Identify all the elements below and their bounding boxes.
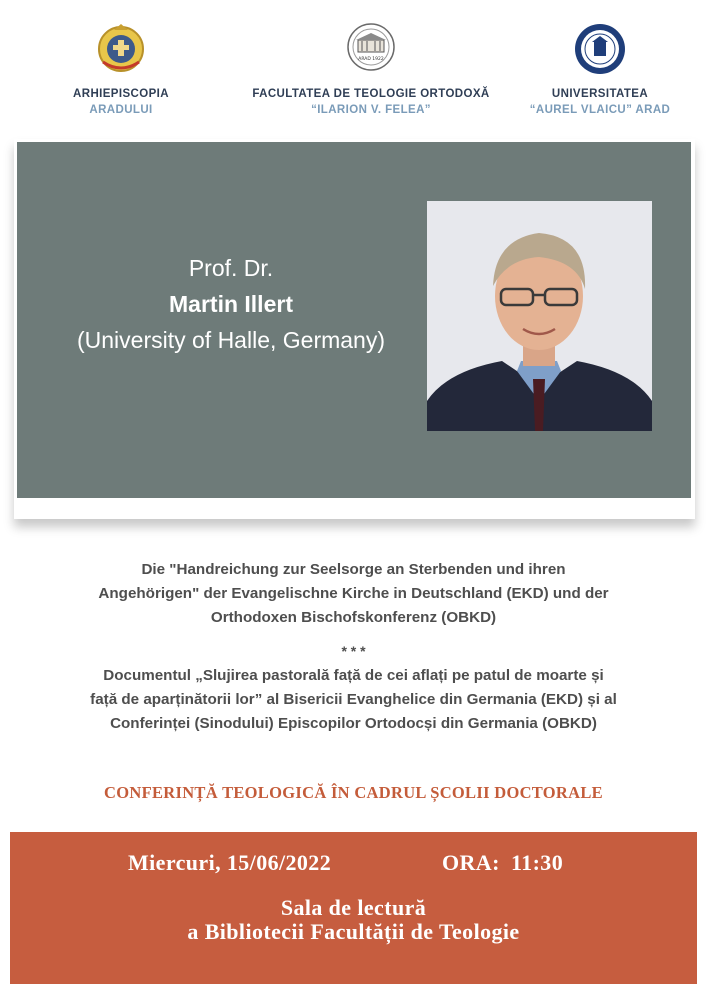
institutions-header xyxy=(0,0,707,130)
event-date: Miercuri, 15/06/2022 xyxy=(128,850,332,875)
abstract-romanian-line: Documentul „Slujirea pastorală față de cei aflați pe patul de moarte și xyxy=(103,667,604,684)
speaker-photo xyxy=(427,201,652,431)
abstract-german-line: Angehörigen" der Evangelischne Kirche in Deutschland (EKD) und der xyxy=(98,585,609,602)
abstract-romanian-line: Conferinței (Sinodului) Episcopilor Ortodocși din Germania (OBKD) xyxy=(110,715,597,732)
event-location-line2: a Bibliotecii Facultății de Teologie xyxy=(187,919,520,944)
portrait-photo-icon xyxy=(427,201,652,431)
institution-subname: ARADULUI xyxy=(89,104,153,116)
separator: * * * xyxy=(341,643,366,659)
institution-subname: “ILARION V. FELEA” xyxy=(311,104,431,116)
abstract-german xyxy=(20,558,687,630)
event-time: 11:30 xyxy=(511,850,564,875)
abstract-romanian-line: față de aparținătorii lor” al Bisericii Evanghelice din Germania (EKD) și al xyxy=(90,691,617,708)
university-seal-icon xyxy=(573,22,627,81)
institution-name: UNIVERSITATEA xyxy=(551,88,649,100)
archdiocese-crest-icon xyxy=(95,22,147,79)
institution-subname: “AUREL VLAICU” ARAD xyxy=(529,104,671,116)
event-banner xyxy=(10,832,697,984)
abstract-romanian xyxy=(20,664,687,736)
abstract-german-line: Orthodoxen Bischofskonferenz (OBKD) xyxy=(210,609,497,626)
speaker-affiliation: (University of Halle, Germany) xyxy=(76,327,386,353)
institution-name: ARHIEPISCOPIA xyxy=(73,88,169,100)
speaker-info xyxy=(36,250,426,358)
event-location-line1: Sala de lectură xyxy=(280,895,427,920)
event-type: CONFERINȚĂ TEOLOGICĂ ÎN CADRUL ȘCOLII DOCTORALE xyxy=(104,783,603,802)
faculty-emblem-text: ARAD 1922 xyxy=(358,57,384,62)
faculty-emblem-icon xyxy=(346,22,396,77)
event-location xyxy=(10,896,697,944)
speaker-name: Martin Illert xyxy=(169,291,293,317)
abstract-german-line: Die "Handreichung zur Seelsorge an Sterbenden und ihren xyxy=(141,561,566,578)
speaker-title: Prof. Dr. xyxy=(188,255,274,281)
event-time-label: ORA: xyxy=(442,850,500,875)
institution-name: FACULTATEA DE TEOLOGIE ORTODOXĂ xyxy=(252,88,490,100)
